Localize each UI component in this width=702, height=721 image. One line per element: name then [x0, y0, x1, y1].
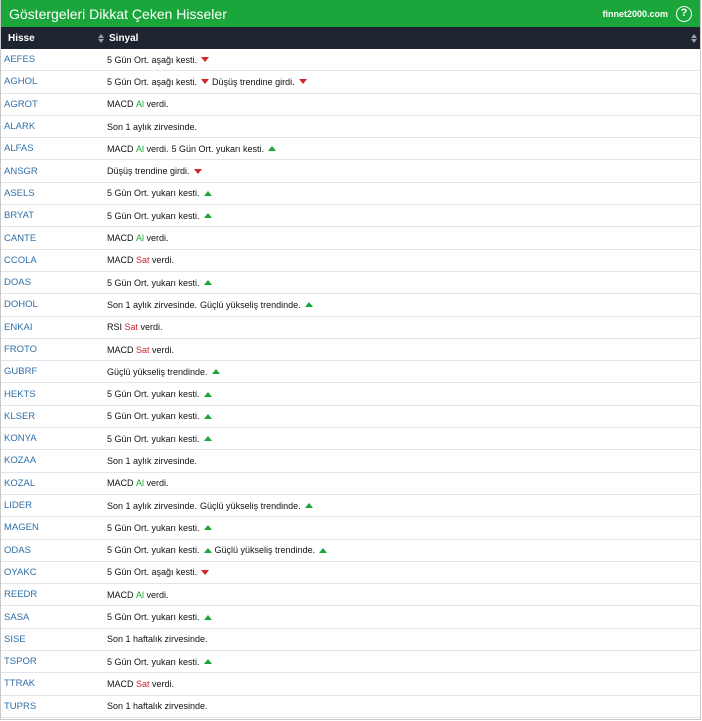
- table-row[interactable]: [1, 94, 700, 116]
- signal-cell: [107, 434, 700, 444]
- signal-item: [107, 77, 209, 87]
- signal-text-suffix: verdi.: [149, 344, 175, 355]
- signal-text: 5 Gün Ort. yukarı kesti.: [107, 612, 200, 623]
- signal-cell: [107, 300, 700, 310]
- table-row[interactable]: [1, 250, 700, 272]
- table-row[interactable]: [1, 495, 700, 517]
- buy-label: Al: [136, 99, 145, 110]
- stock-code-link[interactable]: TUPRS: [4, 700, 37, 712]
- arrow-up-icon: [305, 503, 313, 508]
- arrow-up-icon: [319, 548, 327, 553]
- column-header-sinyal[interactable]: [107, 27, 700, 49]
- signal-item: [107, 501, 197, 511]
- signal-cell: [107, 545, 700, 555]
- signal-cell: [107, 411, 700, 421]
- table-row[interactable]: [1, 160, 700, 182]
- signal-text: Güçlü yükseliş trendinde.: [200, 299, 301, 310]
- signal-cell: [107, 278, 700, 288]
- signal-text: MACD: [107, 678, 136, 689]
- table-row[interactable]: [1, 606, 700, 628]
- signal-text: MACD: [107, 478, 136, 489]
- stock-code-link[interactable]: ANSGR: [4, 165, 38, 177]
- signal-text: Son 1 aylık zirvesinde.: [107, 299, 198, 310]
- signal-text: MACD: [107, 344, 136, 355]
- sell-label: Sat: [124, 322, 139, 333]
- signal-item: [107, 122, 197, 132]
- arrow-down-icon: [201, 79, 209, 84]
- signal-text: Güçlü yükseliş trendinde.: [200, 500, 301, 511]
- signal-item: [107, 99, 169, 109]
- signal-item: [107, 545, 212, 555]
- table-row[interactable]: [1, 540, 700, 562]
- arrow-up-icon: [305, 302, 313, 307]
- stock-code-link[interactable]: ALFAS: [4, 143, 34, 155]
- signal-cell: [107, 367, 700, 377]
- signal-text: MACD: [107, 589, 136, 600]
- signal-text: MACD: [107, 233, 136, 244]
- signal-text-suffix: verdi.: [149, 678, 175, 689]
- signal-cell: [107, 99, 700, 109]
- table-row[interactable]: [1, 517, 700, 539]
- signal-cell: [107, 211, 700, 221]
- buy-label: Al: [136, 589, 145, 600]
- signal-text: Düşüş trendine girdi.: [212, 76, 295, 87]
- stock-code-link[interactable]: MAGEN: [4, 522, 39, 534]
- signal-item: [107, 456, 197, 466]
- arrow-up-icon: [212, 369, 220, 374]
- brand-link[interactable]: finnet2000.com: [602, 8, 668, 19]
- sell-label: Sat: [136, 344, 150, 355]
- column-header-hisse[interactable]: [1, 27, 107, 49]
- stock-code-link[interactable]: BRYAT: [4, 210, 35, 222]
- stock-code-link[interactable]: LIDER: [4, 500, 32, 512]
- signal-cell: [107, 701, 700, 711]
- signal-text: RSI: [107, 322, 125, 333]
- signal-item: [107, 478, 169, 488]
- signal-cell: [107, 456, 700, 466]
- sell-label: Sat: [136, 678, 150, 689]
- signal-cell: [107, 612, 700, 622]
- signal-item: [107, 567, 209, 577]
- signal-item: [107, 590, 169, 600]
- arrow-up-icon: [204, 191, 212, 196]
- signal-item: [107, 679, 174, 689]
- table-header: [1, 27, 700, 49]
- signal-text: 5 Gün Ort. yukarı kesti.: [107, 277, 200, 288]
- signal-item: [107, 188, 212, 198]
- signal-cell: [107, 478, 700, 488]
- stock-code-link[interactable]: GUBRF: [4, 366, 38, 378]
- signal-item: [107, 411, 212, 421]
- table-row[interactable]: [1, 651, 700, 673]
- stock-code-link[interactable]: DOAS: [4, 277, 31, 289]
- signal-cell: [107, 501, 700, 511]
- widget-header: [1, 0, 700, 27]
- signal-text: Son 1 aylık zirvesinde.: [107, 121, 198, 132]
- signal-cell: [107, 634, 700, 644]
- signal-cell: [107, 77, 700, 87]
- signal-item: [107, 612, 212, 622]
- signal-text: Güçlü yükseliş trendinde.: [214, 545, 316, 556]
- signal-text-suffix: verdi.: [144, 99, 169, 110]
- stock-code-link[interactable]: KOZAL: [4, 477, 36, 489]
- table-row[interactable]: [1, 361, 700, 383]
- stock-code-link[interactable]: CANTE: [4, 232, 37, 244]
- column-label-sinyal: Sinyal: [109, 32, 139, 44]
- stock-code-link[interactable]: ENKAI: [4, 321, 33, 333]
- table-row[interactable]: [1, 227, 700, 249]
- signal-item: [107, 367, 220, 377]
- stock-code-link[interactable]: ALARK: [4, 121, 36, 133]
- signal-text-suffix: verdi.: [144, 478, 169, 489]
- stock-code-link[interactable]: HEKTS: [4, 388, 36, 400]
- widget-title: Göstergeleri Dikkat Çeken Hisseler: [9, 5, 227, 22]
- table-row[interactable]: [1, 71, 700, 93]
- signal-item: [107, 211, 212, 221]
- table-row[interactable]: [1, 116, 700, 138]
- table-row[interactable]: [1, 406, 700, 428]
- signal-cell: [107, 188, 700, 198]
- arrow-up-icon: [204, 436, 212, 441]
- signal-item: [212, 77, 307, 87]
- arrow-down-icon: [194, 169, 202, 174]
- arrow-up-icon: [204, 213, 212, 218]
- table-row[interactable]: [1, 339, 700, 361]
- table-row[interactable]: [1, 317, 700, 339]
- signal-item: [107, 434, 212, 444]
- signal-item: [200, 300, 313, 310]
- signal-text: Güçlü yükseliş trendinde.: [107, 366, 208, 377]
- signal-cell: [107, 567, 700, 577]
- signal-text: 5 Gün Ort. yukarı kesti.: [107, 545, 200, 556]
- signal-text-suffix: verdi.: [144, 233, 169, 244]
- signal-text: Son 1 haftalık zirvesinde.: [107, 634, 208, 645]
- signal-item: [107, 389, 212, 399]
- signal-item: [107, 55, 209, 65]
- signal-cell: [107, 389, 700, 399]
- signal-text: 5 Gün Ort. yukarı kesti.: [107, 433, 200, 444]
- sort-icon[interactable]: [691, 34, 697, 43]
- signal-cell: [107, 55, 700, 65]
- signal-text: 5 Gün Ort. yukarı kesti.: [107, 522, 200, 533]
- stock-code-link[interactable]: AEFES: [4, 54, 36, 66]
- signal-cell: [107, 144, 700, 154]
- sell-label: Sat: [136, 255, 150, 266]
- arrow-up-icon: [204, 392, 212, 397]
- table-row[interactable]: [1, 49, 700, 71]
- table-row[interactable]: [1, 673, 700, 695]
- buy-label: Al: [136, 233, 145, 244]
- signal-text: 5 Gün Ort. yukarı kesti.: [107, 188, 200, 199]
- help-icon[interactable]: ?: [676, 6, 692, 22]
- arrow-up-icon: [204, 525, 212, 530]
- signal-item: [107, 634, 208, 644]
- signal-text-suffix: verdi.: [144, 143, 169, 154]
- header-right: [602, 6, 692, 22]
- table-row[interactable]: [1, 272, 700, 294]
- signal-text: Düşüş trendine girdi.: [107, 166, 190, 177]
- table-row[interactable]: [1, 696, 700, 718]
- signal-text-suffix: verdi.: [144, 589, 169, 600]
- table-row[interactable]: [1, 205, 700, 227]
- table-row[interactable]: [1, 183, 700, 205]
- arrow-up-icon: [268, 146, 276, 151]
- stock-code-link[interactable]: ASELS: [4, 187, 35, 199]
- signal-cell: [107, 590, 700, 600]
- signal-text: 5 Gün Ort. yukarı kesti.: [107, 656, 200, 667]
- signal-text-suffix: verdi.: [138, 322, 163, 333]
- column-label-hisse: Hisse: [8, 32, 35, 44]
- signal-cell: [107, 233, 700, 243]
- table-row[interactable]: [1, 294, 700, 316]
- stock-code-link[interactable]: TTRAK: [4, 678, 36, 690]
- arrow-up-icon: [204, 414, 212, 419]
- signal-text: 5 Gün Ort. yukarı kesti.: [171, 143, 265, 154]
- signal-cell: [107, 345, 700, 355]
- signal-item: [215, 545, 328, 555]
- arrow-up-icon: [204, 280, 212, 285]
- arrow-up-icon: [204, 615, 212, 620]
- table-row[interactable]: [1, 584, 700, 606]
- signal-text: MACD: [107, 143, 136, 154]
- table-row[interactable]: [1, 428, 700, 450]
- signal-text: Son 1 haftalık zirvesinde.: [107, 701, 208, 712]
- signal-item: [107, 523, 212, 533]
- signal-text: 5 Gün Ort. yukarı kesti.: [107, 210, 200, 221]
- signal-item: [107, 345, 174, 355]
- table-row[interactable]: [1, 562, 700, 584]
- arrow-up-icon: [204, 548, 212, 553]
- stock-code-link[interactable]: DOHOL: [4, 299, 38, 311]
- stock-code-link[interactable]: ODAS: [4, 544, 31, 556]
- stock-code-link[interactable]: SASA: [4, 611, 30, 623]
- signal-text: Son 1 aylık zirvesinde.: [107, 455, 198, 466]
- signal-item: [107, 144, 169, 154]
- signal-text: MACD: [107, 99, 136, 110]
- table-row[interactable]: [1, 383, 700, 405]
- signal-cell: [107, 166, 700, 176]
- stock-code-link[interactable]: REEDR: [4, 589, 38, 601]
- signal-item: [107, 166, 202, 176]
- signal-item: [172, 144, 277, 154]
- table-row[interactable]: [1, 450, 700, 472]
- stock-code-link[interactable]: FROTO: [4, 344, 38, 355]
- signal-cell: [107, 523, 700, 533]
- signal-item: [107, 300, 197, 310]
- stock-code-link[interactable]: SISE: [4, 633, 26, 645]
- stock-code-link[interactable]: KOZAA: [4, 455, 37, 467]
- signal-text: Son 1 aylık zirvesinde.: [107, 500, 198, 511]
- signal-item: [107, 233, 169, 243]
- arrow-down-icon: [201, 57, 209, 62]
- signal-item: [107, 657, 212, 667]
- arrow-down-icon: [201, 570, 209, 575]
- arrow-up-icon: [204, 659, 212, 664]
- table-row[interactable]: [1, 138, 700, 160]
- stock-code-link[interactable]: AGROT: [4, 98, 38, 110]
- stock-code-link[interactable]: CCOLA: [4, 254, 37, 266]
- table-row[interactable]: [1, 473, 700, 495]
- stock-code-link[interactable]: OYAKC: [4, 566, 37, 578]
- stock-code-link[interactable]: TSPOR: [4, 656, 37, 668]
- signal-item: [200, 501, 313, 511]
- signal-text: 5 Gün Ort. yukarı kesti.: [107, 389, 200, 400]
- stock-code-link[interactable]: KONYA: [4, 433, 37, 445]
- signal-cell: [107, 255, 700, 265]
- signal-text: 5 Gün Ort. aşağı kesti.: [107, 567, 198, 578]
- signal-item: [107, 278, 212, 288]
- signal-text: MACD: [107, 255, 136, 266]
- sort-icon[interactable]: [98, 34, 104, 43]
- stock-code-link[interactable]: AGHOL: [4, 76, 38, 88]
- signal-text: 5 Gün Ort. yukarı kesti.: [107, 411, 200, 422]
- signal-cell: [107, 322, 700, 332]
- arrow-down-icon: [299, 79, 307, 84]
- signal-item: [107, 322, 163, 332]
- stock-code-link[interactable]: KLSER: [4, 410, 36, 422]
- signal-text: 5 Gün Ort. aşağı kesti.: [107, 76, 198, 87]
- signal-cell: [107, 679, 700, 689]
- signal-item: [107, 701, 208, 711]
- table-row[interactable]: [1, 629, 700, 651]
- signal-cell: [107, 657, 700, 667]
- table-body: [1, 49, 700, 718]
- buy-label: Al: [136, 478, 145, 489]
- signal-item: [107, 255, 174, 265]
- signal-text: 5 Gün Ort. aşağı kesti.: [107, 54, 198, 65]
- signal-cell: [107, 122, 700, 132]
- signal-text-suffix: verdi.: [149, 255, 175, 266]
- buy-label: Al: [136, 143, 145, 154]
